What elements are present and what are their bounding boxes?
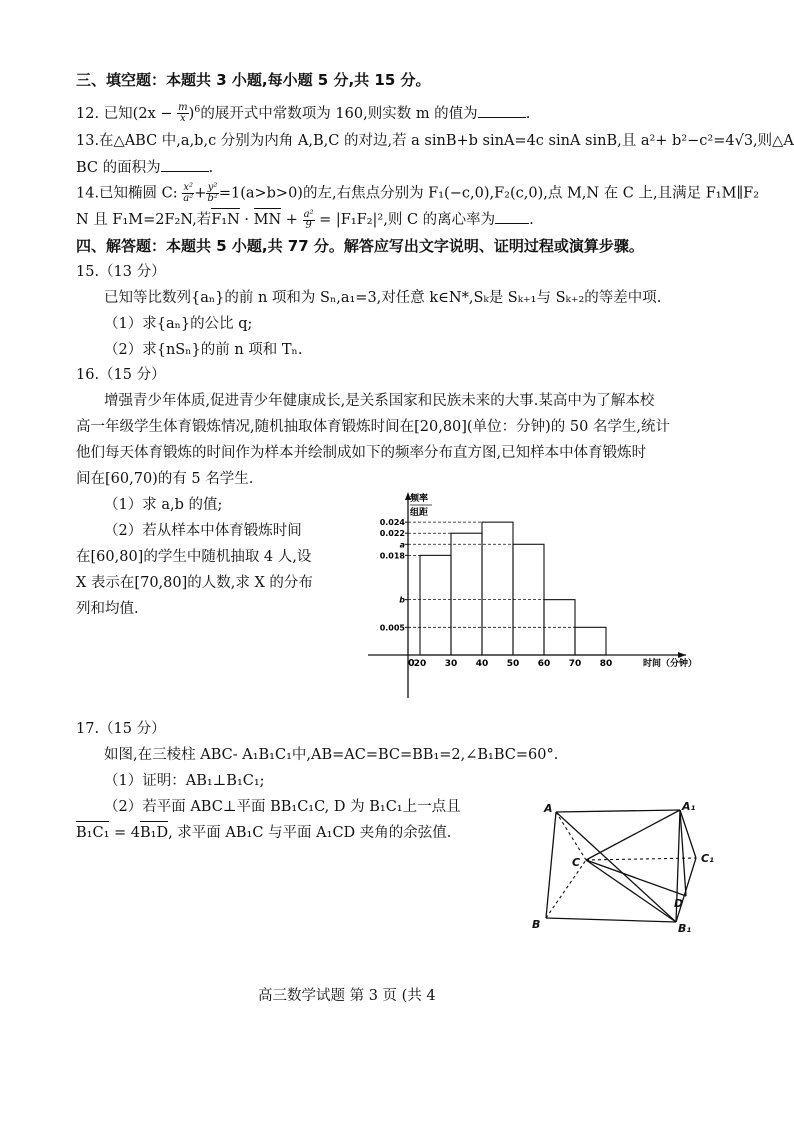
q14-frac-a-num: a² — [303, 208, 314, 220]
x-tick-label-5: 70 — [568, 659, 582, 669]
q14-line2 — [76, 209, 534, 231]
label-b1: B₁ — [678, 922, 692, 935]
q12-answer-blank[interactable] — [478, 103, 526, 118]
q14-line2-b: = |F₁F₂|²,则 C 的离心率为 — [314, 212, 496, 228]
question-12 — [76, 100, 530, 124]
edge-c-d — [586, 860, 686, 896]
origin-label: 0 — [408, 658, 415, 669]
x-axis-label: 时间（分钟） — [643, 659, 698, 669]
q14-line1-rest: =1(a>b>0)的左,右焦点分别为 F₁(−c,0),F₂(c,0),点 M,N 在 C 上,且满足 F₁M∥F₂ — [218, 185, 760, 202]
x-axis-arrow — [678, 652, 686, 658]
q14-line2-a: N 且 F₁M=2F₂N,若 — [76, 212, 212, 228]
section4-heading: 四、解答题：本题共 5 小题,共 77 分。解答应写出文字说明、证明过程或演算步骤。 — [76, 237, 644, 255]
edge-a-b — [546, 812, 556, 918]
x-tick-label-3: 50 — [506, 659, 520, 669]
q12-prefix: 12. 已知 — [76, 105, 133, 122]
q17-stem: 如图,在三棱柱 ABC- A₁B₁C₁中,AB=AC=BC=BB₁=2,∠B₁BC=60°. — [104, 747, 559, 763]
label-a1: A₁ — [682, 800, 696, 813]
q14-dot: · — [239, 212, 254, 228]
q13-end: . — [208, 160, 214, 176]
q17-part2-l2-text: , 求平面 AB₁C 与平面 A₁CD 夹角的余弦值. — [168, 825, 452, 841]
q14-vector-f1n: F₁N — [211, 212, 240, 228]
q12-power: 6 — [194, 104, 201, 115]
q15-stem: 已知等比数列{aₙ}的前 n 项和为 Sₙ,a₁=3,对任意 k∈N*,Sₖ是 Sₖ₊₁与 Sₖ₊₂的等差中项. — [104, 290, 662, 306]
q16-part1: （1）求 a,b 的值; — [104, 497, 223, 513]
q16-part2-l3: X 表示在[70,80]的人数,求 X 的分布 — [76, 575, 313, 591]
q17-part1: （1）证明：AB₁⊥B₁C₁; — [104, 773, 265, 789]
q14-frac-x-den: a² — [183, 193, 194, 204]
y-tick-label-0: 0.024 — [379, 518, 405, 528]
frequency-histogram — [360, 488, 698, 704]
q17-vector-b1d: B₁D — [139, 825, 169, 841]
q16-stem-2: 高一年级学生体育锻炼情况,随机抽取体育锻炼时间在[20,80](单位：分钟)的 50 名学生,统计 — [76, 419, 671, 435]
x-tick-label-6: 80 — [599, 659, 613, 669]
prism-figure — [522, 796, 732, 936]
label-c1: C₁ — [701, 852, 714, 865]
y-tick-label-2: a — [399, 540, 405, 550]
x-tick-label-4: 60 — [537, 659, 551, 669]
q14-plus: + — [194, 185, 207, 202]
q13-answer-blank[interactable] — [161, 157, 209, 172]
q14-vector-mn: MN — [253, 212, 282, 228]
histogram-bar-5 — [575, 627, 606, 655]
label-d: D — [674, 897, 684, 910]
q12-text: 的展开式中常数项为 160,则实数 m 的值为 — [200, 105, 478, 122]
page-footer: 高三数学试题 第 3 页 (共 4 — [258, 988, 436, 1004]
edge-a-a1 — [556, 810, 680, 812]
y-tick-label-1: 0.022 — [379, 529, 405, 539]
q16-stem-4: 间在[60,70)的有 5 名学生. — [76, 471, 254, 487]
q12-fraction — [177, 103, 188, 124]
q17-eq: = 4 — [109, 825, 140, 841]
q14-prefix: 14.已知椭圆 C: — [76, 185, 183, 202]
q12-frac-num: m — [178, 102, 188, 114]
edge-b-b1 — [546, 918, 676, 922]
q12-end: . — [525, 105, 531, 122]
q16-part2-l4: 列和均值. — [76, 601, 139, 617]
y-label-top: 频率 — [410, 494, 429, 504]
q15-part2: （2）求{nSₙ}的前 n 项和 Tₙ. — [104, 342, 303, 358]
edge-c-b1 — [586, 860, 676, 922]
y-tick-label-5: 0.005 — [379, 623, 405, 633]
histogram-bar-0 — [420, 555, 451, 655]
q17-title: 17.（15 分） — [76, 721, 166, 737]
y-tick-label-4: b — [399, 595, 405, 605]
label-b: B — [532, 918, 541, 931]
q14-frac-a-den: 9 — [305, 219, 312, 231]
q13-line2-text: BC 的面积为 — [76, 160, 161, 176]
q17-part2-l2 — [76, 823, 451, 843]
q12-frac-den: x — [180, 113, 186, 125]
q14-frac-a — [303, 210, 315, 231]
q17-vector-b1c1: B₁C₁ — [76, 825, 110, 841]
y-label-bottom: 组距 — [410, 508, 429, 518]
edge-a1-d — [680, 810, 686, 896]
q16-part2-l1: （2）若从样本中体育锻炼时间 — [104, 523, 302, 539]
edge-c-a1 — [586, 810, 680, 860]
q14-plus2: + — [281, 212, 303, 228]
q14-end: . — [529, 212, 534, 228]
q14-frac-y-num: y² — [207, 182, 218, 193]
x-tick-label-2: 40 — [475, 659, 489, 669]
q15-title: 15.（13 分） — [76, 264, 166, 280]
label-a: A — [544, 802, 553, 815]
x-tick-label-0: 20 — [413, 659, 427, 669]
q13-line2 — [76, 157, 213, 178]
section3-heading: 三、填空题：本题共 3 小题,每小题 5 分,共 15 分。 — [76, 71, 431, 89]
q16-stem-1: 增强青少年体质,促进青少年健康成长,是关系国家和民族未来的大事.某高中为了解本校 — [104, 393, 655, 409]
q12-expr-open: (2x − — [132, 105, 178, 122]
q14-line1 — [76, 183, 759, 204]
q16-stem-3: 他们每天体育锻炼的时间作为样本并绘制成如下的频率分布直方图,已知样本中体育锻炼时 — [76, 445, 647, 461]
histogram-bar-1 — [451, 533, 482, 655]
q14-frac-x-num: x² — [183, 182, 194, 193]
q16-part2-l2: 在[60,80]的学生中随机抽取 4 人,设 — [76, 549, 312, 565]
label-c: C — [572, 856, 581, 869]
q12-expr-close: ) — [188, 105, 195, 122]
q17-part2-l1: （2）若平面 ABC⊥平面 BB₁C₁C, D 为 B₁C₁上一点且 — [104, 799, 461, 815]
x-tick-label-1: 30 — [444, 659, 458, 669]
q13-line1: 13.在△ABC 中,a,b,c 分别为内角 A,B,C 的对边,若 a sinB+b sinA=4c sinA sinB,且 a²+ b²−c²=4√3,则△A — [76, 133, 794, 149]
histogram-bar-2 — [482, 522, 513, 655]
q15-part1: （1）求{aₙ}的公比 q; — [104, 316, 253, 332]
y-tick-label-3: 0.018 — [379, 551, 405, 561]
q14-answer-blank[interactable] — [495, 209, 529, 224]
edge-c-c1-hidden — [586, 858, 696, 860]
q16-title: 16.（15 分） — [76, 367, 166, 383]
q14-frac-y — [206, 183, 218, 204]
q14-frac-y-den: b² — [207, 193, 218, 204]
q14-frac-x — [182, 183, 194, 204]
